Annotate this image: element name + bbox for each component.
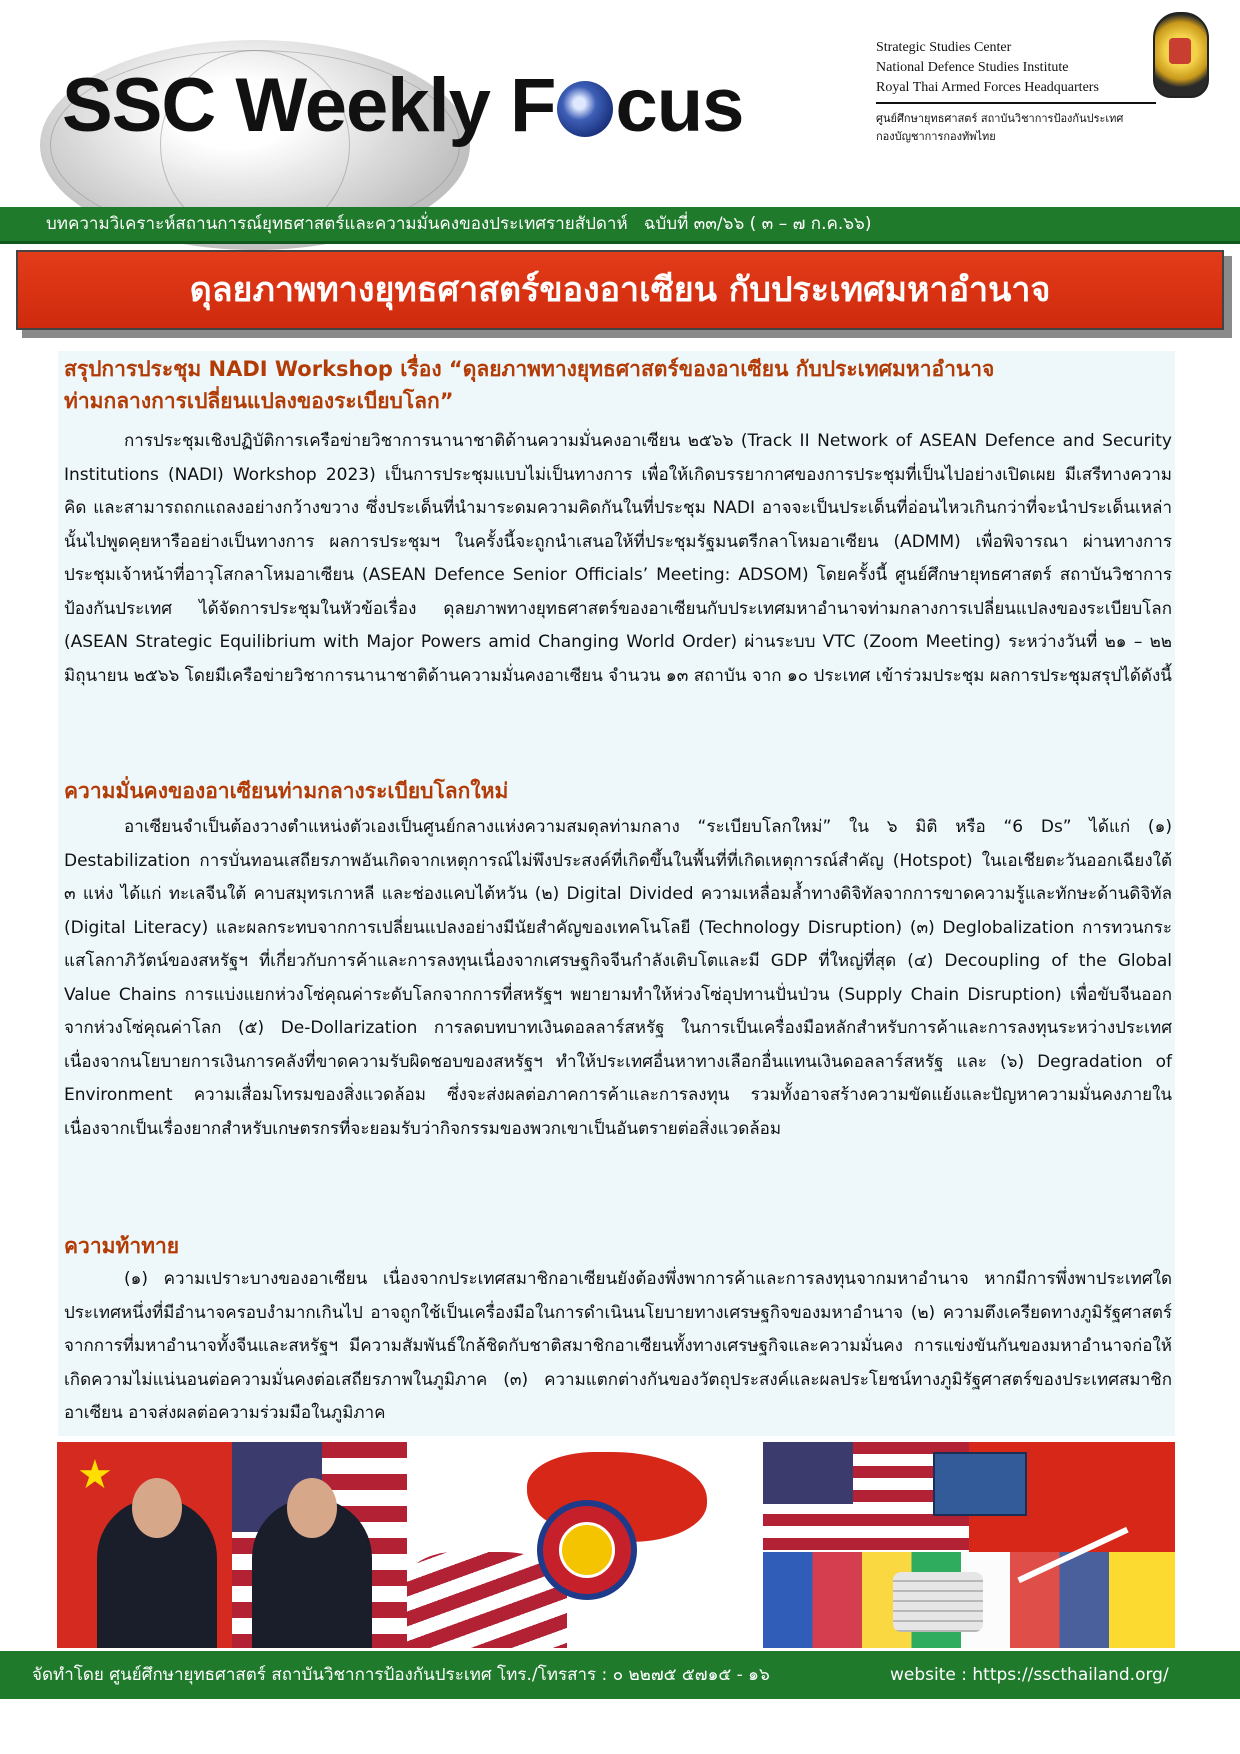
org-name-en-1: Strategic Studies Center — [876, 40, 1012, 55]
leader-head-right — [287, 1478, 337, 1538]
summary-title-line2: ท่ามกลางการเปลี่ยนแปลงของระเบียบโลก” — [64, 389, 454, 413]
security-section-title: ความมั่นคงของอาเซียนท่ามกลางระเบียบโลกใหม่ — [64, 779, 509, 803]
us-flag-canton-2 — [763, 1442, 853, 1504]
photo-strip — [57, 1442, 1175, 1648]
emblem-icon — [1153, 12, 1209, 98]
shipping-container-icon — [933, 1452, 1027, 1516]
org-divider — [876, 102, 1156, 104]
asean-map-graphic — [407, 1442, 763, 1648]
org-name-en-3: Royal Thai Armed Forces Headquarters — [876, 80, 1099, 95]
series-description: บทความวิเคราะห์สถานการณ์ยุทธศาสตร์และความมั่นคงของประเทศรายสัปดาห์ — [46, 214, 628, 234]
focus-globe-icon — [557, 81, 613, 137]
org-name-en-2: National Defence Studies Institute — [876, 60, 1069, 75]
title-part-1: SSC Weekly F — [62, 63, 556, 148]
asean-emblem-icon — [537, 1500, 637, 1600]
trade-war-graphic — [763, 1442, 1175, 1648]
issue-number: ฉบับที่ ๓๓/๖๖ ( ๓ – ๗ ก.ค.๖๖) — [643, 214, 872, 234]
leaders-photo — [57, 1442, 407, 1648]
security-body: อาเซียนจำเป็นต้องวางตำแหน่งตัวเองเป็นศูนย์กลางแห่งความสมดุลท่ามกลาง “ระเบียบโลกใหม่” ใน ๖ มิติ หรือ “6 Ds” ได้แก่ (๑) Destabilization การบั่นทอนเสถียรภาพอันเกิดจากเหตุการณ์ไม่พึงประสงค์ที่เกิดขึ้นในพื้นที่ที่เกิดเหตุการณ์สำคัญ (Hotspot) ในเอเชียตะวันออกเฉียงใต้ ๓ แห่ง ได้แก่ ทะเลจีนใต้ คาบสมุทรเกาหลี และช่องแคบไต้หวัน (๒) Digital Divided ความเหลื่อมล้ำทางดิจิทัลจากการขาดความรู้และทักษะด้านดิจิทัล (Digital Literacy) และผลกระทบจากการเปลี่ยนแปลงอย่างมีนัยสำคัญของเทคโนโลยี (Technology Disruption) (๓) Deglobalization การทวนกระแสโลกาภิวัตน์ของสหรัฐฯ ที่เกี่ยวกับการค้าและการลงทุนเนื่องจากเศรษฐกิจจีนกำลังเติบโตและมี GDP ที่ใหญ่ที่สุด (๔) Decoupling of the Global Value Chains การแบ่งแยกห่วงโซ่คุณค่าระดับโลกจากการที่สหรัฐฯ พยายามทำให้ห่วงโซ่อุปทานปั่นป่วน (Supply Chain Disruption) เพื่อขับจีนออกจากห่วงโซ่คุณค่าโลก (๕) De-Dollarization การลดบทบาทเงินดอลลาร์สหรัฐ ในการเป็นเครื่องมือหลักสำหรับการค้าและการลงทุนระหว่างประเทศ เนื่องจากนโยบายการเงินการคลังที่ขาดความรับผิดชอบของสหรัฐฯ ทำให้ประเทศอื่นหาทางเลือกอื่นแทนเงินดอลลาร์สหรัฐ และ (๖) Degradation of Environment ความเสื่อมโทรมของสิ่งแวดล้อม ซึ่งจะส่งผลต่อภาคการค้าและการลงทุน รวมทั้งอาจสร้างความขัดแย้งและปัญหาความมั่นคงภายใน เนื่องจากเป็นเรื่องยากสำหรับเกษตรกรที่จะยอมรับว่ากิจกรรมของพวกเขาเป็นอันตรายต่อสิ่งแวดล้อม — [64, 817, 1172, 1139]
security-paragraph — [64, 811, 1172, 1146]
summary-title-line1: สรุปการประชุม NADI Workshop เรื่อง “ดุลยภาพทางยุทธศาสตร์ของอาเซียน กับประเทศมหาอำนาจ — [64, 357, 995, 381]
series-band — [0, 207, 1240, 244]
series-text — [46, 207, 871, 241]
publication-title — [62, 62, 743, 149]
challenges-section-title: ความท้าทาย — [64, 1234, 180, 1258]
title-part-2: cus — [615, 63, 744, 148]
masthead — [0, 0, 1240, 205]
summary-paragraph — [64, 425, 1172, 693]
challenges-body: (๑) ความเปราะบางของอาเซียน เนื่องจากประเทศสมาชิกอาเซียนยังต้องพึ่งพาการค้าและการลงทุนจากมหาอำนาจ หากมีการพึ่งพาประเทศใดประเทศหนึ่งที่มีอำนาจครอบงำมากเกินไป อาจถูกใช้เป็นเครื่องมือในการดำเนินนโยบายทางเศรษฐกิจของมหาอำนาจ (๒) ความตึงเครียดทางภูมิรัฐศาสตร์ จากการที่มหาอำนาจทั้งจีนและสหรัฐฯ มีความสัมพันธ์ใกล้ชิดกับชาติสมาชิกอาเซียนทั้งทางเศรษฐกิจและความมั่นคง การแข่งขันกันของมหาอำนาจก่อให้เกิดความไม่แน่นอนต่อความมั่นคงต่อเสถียรภาพในภูมิภาค (๓) ความแตกต่างกันของวัตถุประสงค์และผลประโยชน์ทางภูมิรัฐศาสตร์ของประเทศสมาชิกอาเซียน อาจส่งผลต่อความร่วมมือในภูมิภาค — [64, 1269, 1172, 1423]
footer-website-link[interactable]: website : https://sscthailand.org/ — [890, 1665, 1169, 1685]
challenges-paragraph — [64, 1263, 1172, 1431]
organization-block — [876, 38, 1156, 146]
summary-body: การประชุมเชิงปฏิบัติการเครือข่ายวิชาการนานาชาติด้านความมั่นคงอาเซียน ๒๕๖๖ (Track II Network of ASEAN Defence and Security Institutions (NADI) Workshop 2023) เป็นการประชุมแบบไม่เป็นทางการ เพื่อให้เกิดบรรยากาศของการประชุมที่เป็นไปอย่างเปิดเผย มีเสรีทางความคิด และสามารถถกแถลงอย่างกว้างขวาง ซึ่งประเด็นที่นำมาระดมความคิดกันในที่ประชุม NADI อาจจะเป็นประเด็นที่อ่อนไหวเกินกว่าที่จะนำประเด็นเหล่านั้นไปพูดคุยหารืออย่างเป็นทางการ ผลการประชุมฯ ในครั้งนี้จะถูกนำเสนอให้ที่ประชุมรัฐมนตรีกลาโหมอาเซียน (ADMM) เพื่อพิจารณา ผ่านทางการประชุมเจ้าหน้าที่อาวุโสกลาโหมอาเซียน (ASEAN Defence Senior Officials’ Meeting: ADSOM) โดยครั้งนี้ ศูนย์ศึกษายุทธศาสตร์ สถาบันวิชาการป้องกันประเทศ ได้จัดการประชุมในหัวข้อเรื่อง ดุลยภาพทางยุทธศาสตร์ของอาเซียนกับประเทศมหาอำนาจท่ามกลางการเปลี่ยนแปลงของระเบียบโลก (ASEAN Strategic Equilibrium with Major Powers amid Changing World Order) ผ่านระบบ VTC (Zoom Meeting) ระหว่างวันที่ ๒๑ – ๒๒ มิถุนายน ๒๕๖๖ โดยมีเครือข่ายวิชาการนานาชาติด้านความมั่นคงอาเซียน จำนวน ๑๓ สถาบัน จาก ๑๐ ประเทศ เข้าร่วมประชุม ผลการประชุมสรุปได้ดังนี้ — [64, 431, 1172, 686]
flag-star-icon: ★ — [77, 1452, 113, 1498]
leader-head-left — [132, 1478, 182, 1538]
coin-stack-icon — [893, 1572, 983, 1632]
footer-band — [0, 1651, 1240, 1699]
article-headline: ดุลยภาพทางยุทธศาสตร์ของอาเซียน กับประเทศมหาอำนาจ — [16, 250, 1224, 330]
footer-credit: จัดทำโดย ศูนย์ศึกษายุทธศาสตร์ สถาบันวิชาการป้องกันประเทศ โทร./โทรสาร : ๐ ๒๒๗๕ ๕๗๑๕ - ๑๖ — [32, 1665, 770, 1685]
org-name-th-1: ศูนย์ศึกษายุทธศาสตร์ สถาบันวิชาการป้องกันประเทศ — [876, 112, 1124, 125]
org-name-th-2: กองบัญชาการกองทัพไทย — [876, 130, 996, 143]
